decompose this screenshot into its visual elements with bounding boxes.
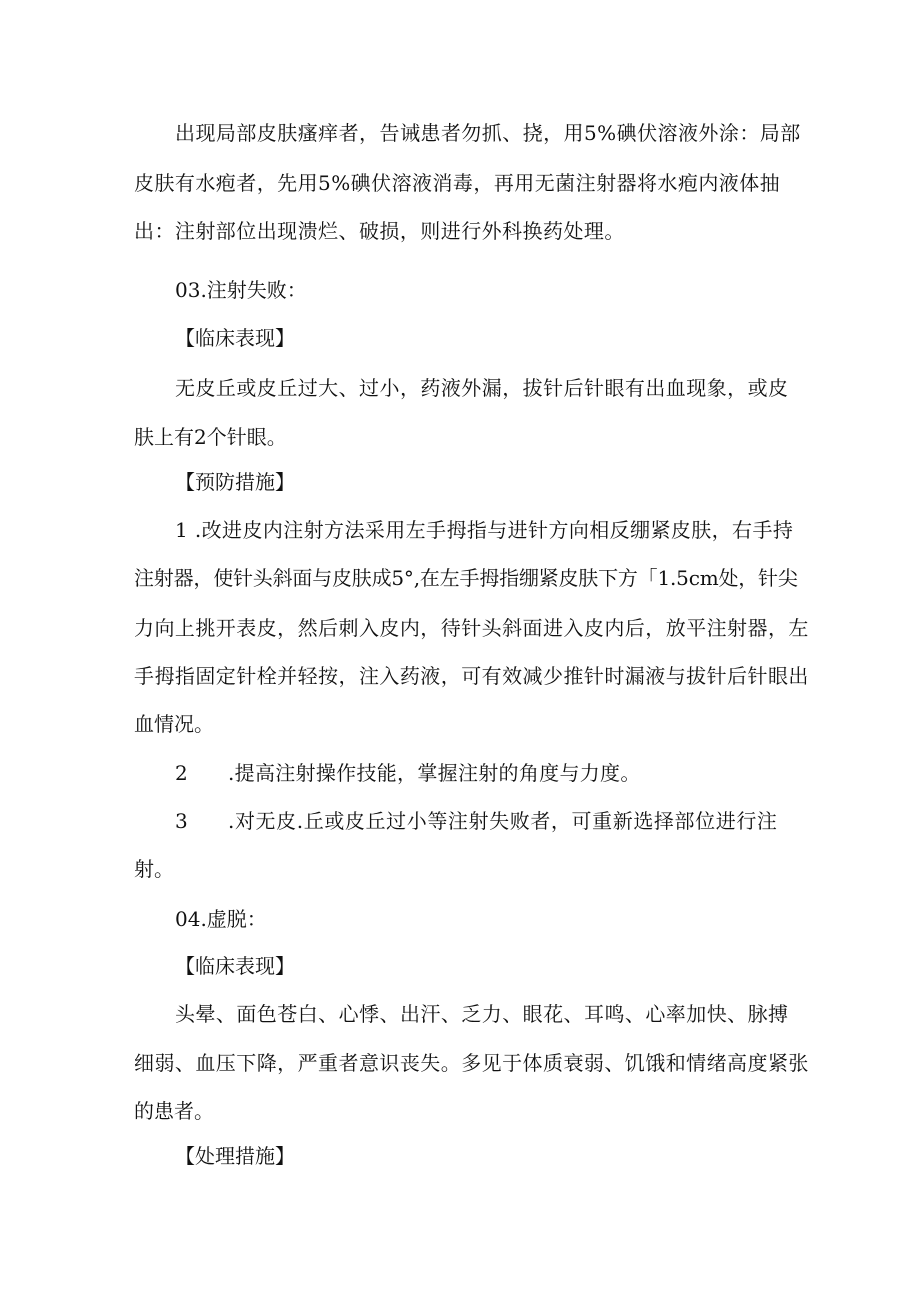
list-item-line: 手拇指固定针栓并轻按，注入药液，可有效减少推针时漏液与拔针后针眼出: [134, 664, 809, 688]
list-item-line: .对无皮.丘或皮丘过小等注射失败者，可重新选择部位进行注: [228, 809, 778, 833]
list-item-line: 力向上挑开表皮，然后刺入皮内，待针头斜面进入皮内后，放平注射器，左: [134, 616, 809, 640]
label-treatment-measures: 【处理措施】: [175, 1144, 295, 1168]
paragraph-line: 皮肤有水疱者，先用5%碘伏溶液消毒，再用无菌注射器将水疱内液体抽: [134, 171, 781, 195]
list-item-line: .提高注射操作技能，掌握注射的角度与力度。: [228, 761, 641, 785]
paragraph-line: 出：注射部位出现溃烂、破损，则进行外科换药处理。: [134, 219, 625, 243]
list-item-line: 1 .改进皮内注射方法采用左手拇指与进针方向相反绷紧皮肤，右手持: [175, 518, 794, 542]
label-prevention-measures: 【预防措施】: [175, 470, 295, 494]
paragraph-line: 的患者。: [134, 1099, 214, 1123]
paragraph-line: 头晕、面色苍白、心悸、出汗、乏力、眼花、耳鸣、心率加快、脉搏: [175, 1002, 789, 1026]
list-item-number: 2: [175, 761, 188, 785]
paragraph-line: 细弱、血压下降，严重者意识丧失。多见于体质衰弱、饥饿和情绪高度紧张: [134, 1051, 809, 1075]
label-clinical-manifestation: 【临床表现】: [175, 954, 295, 978]
paragraph-line: 肤上有2个针眼。: [134, 425, 287, 449]
paragraph-line: 出现局部皮肤瘙痒者，告诫患者勿抓、挠，用5%碘伏溶液外涂：局部: [175, 121, 801, 145]
label-clinical-manifestation: 【临床表现】: [175, 326, 295, 350]
paragraph-line: 无皮丘或皮丘过大、过小，药液外漏，拔针后针眼有出血现象，或皮: [175, 376, 789, 400]
list-item-line: 注射器，使针头斜面与皮肤成5°,在左手拇指绷紧皮肤下方「1.5cm处，针尖: [134, 566, 798, 590]
list-item-number: 3: [175, 809, 188, 833]
section-heading-04: 04.虚脱：: [175, 907, 267, 931]
list-item-line: 射。: [134, 857, 174, 881]
list-item-line: 血情况。: [134, 712, 214, 736]
section-heading-03: 03.注射失败：: [175, 278, 307, 302]
